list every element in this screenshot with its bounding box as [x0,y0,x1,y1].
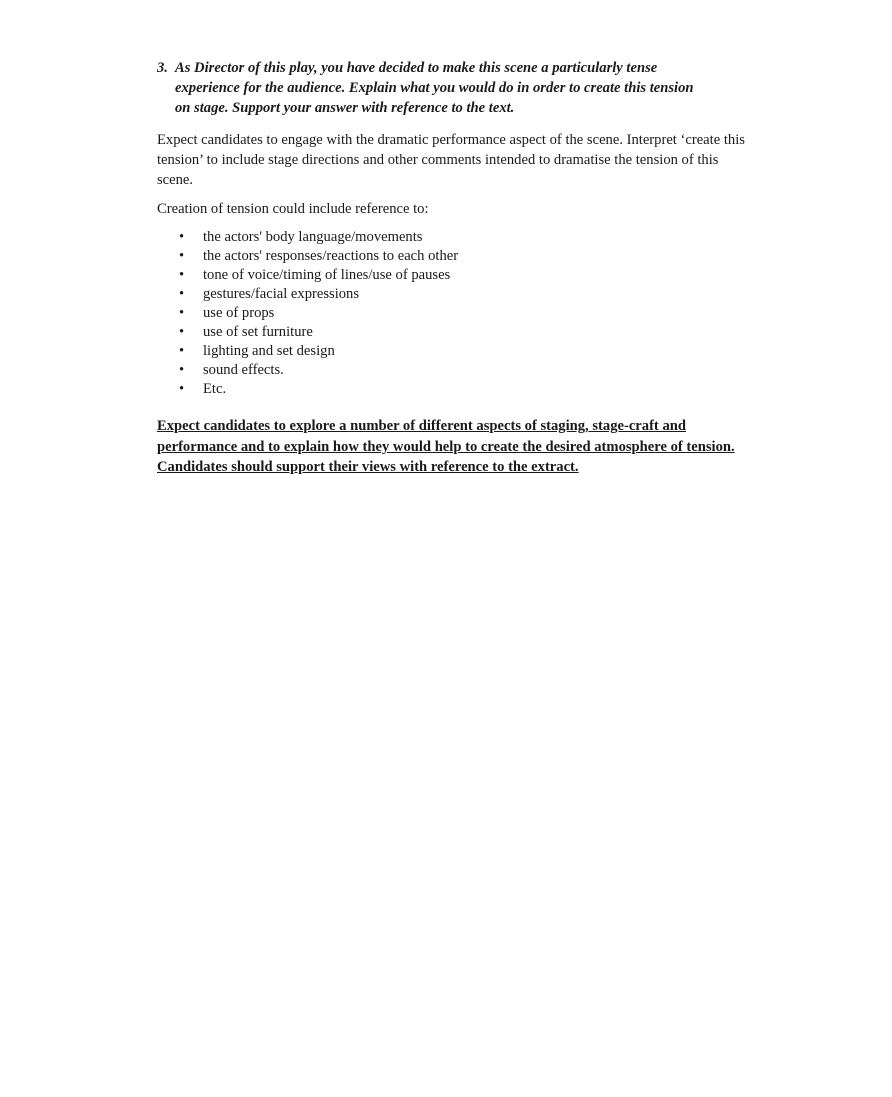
conclusion-paragraph: Expect candidates to explore a number of different aspects of staging, stage-craft and performance and to explain how they would help to create the desired atmosphere of tension. Candidates should support their views with reference to the extract. [157,418,735,475]
bullet-icon: • [179,229,185,245]
tension-techniques-list [157,228,747,399]
bullet-icon: • [179,267,185,283]
list-item-text: the actors' responses/reactions to each other [203,248,459,264]
guidance-paragraph: Expect candidates to engage with the dramatic performance aspect of the scene. Interpret ‘create this tension’ to include stage directions and other comments intended to dramatise the tension of this scene. [157,132,745,188]
list-item [157,361,747,380]
list-item [157,247,747,266]
list-item [157,285,747,304]
list-item [157,304,747,323]
list-item-text: tone of voice/timing of lines/use of pauses [203,267,451,283]
list-item [157,342,747,361]
list-item [157,380,747,399]
list-item-text: sound effects. [203,362,284,378]
question [157,58,747,118]
document-page [157,58,747,478]
list-item [157,228,747,247]
bullet-icon: • [179,248,185,264]
list-item-text: use of set furniture [203,324,313,340]
bullet-icon: • [179,343,185,359]
bullet-icon: • [179,286,185,302]
list-item-text: use of props [203,305,275,321]
list-item-text: lighting and set design [203,343,335,359]
question-text: As Director of this play, you have decided to make this scene a particularly tense experience for the audience. Explain what you would do in order to create this tension on stage. Support your answer with reference to the text. [175,60,694,116]
bullet-icon: • [179,381,185,397]
bullet-icon: • [179,362,185,378]
list-item-text: the actors' body language/movements [203,229,423,245]
list-item [157,323,747,342]
list-item [157,266,747,285]
question-number: 3. [157,60,168,76]
bullet-icon: • [179,324,185,340]
bullet-icon: • [179,305,185,321]
list-intro-paragraph: Creation of tension could include reference to: [157,201,429,217]
list-item-text: Etc. [203,381,227,397]
list-item-text: gestures/facial expressions [203,286,360,302]
